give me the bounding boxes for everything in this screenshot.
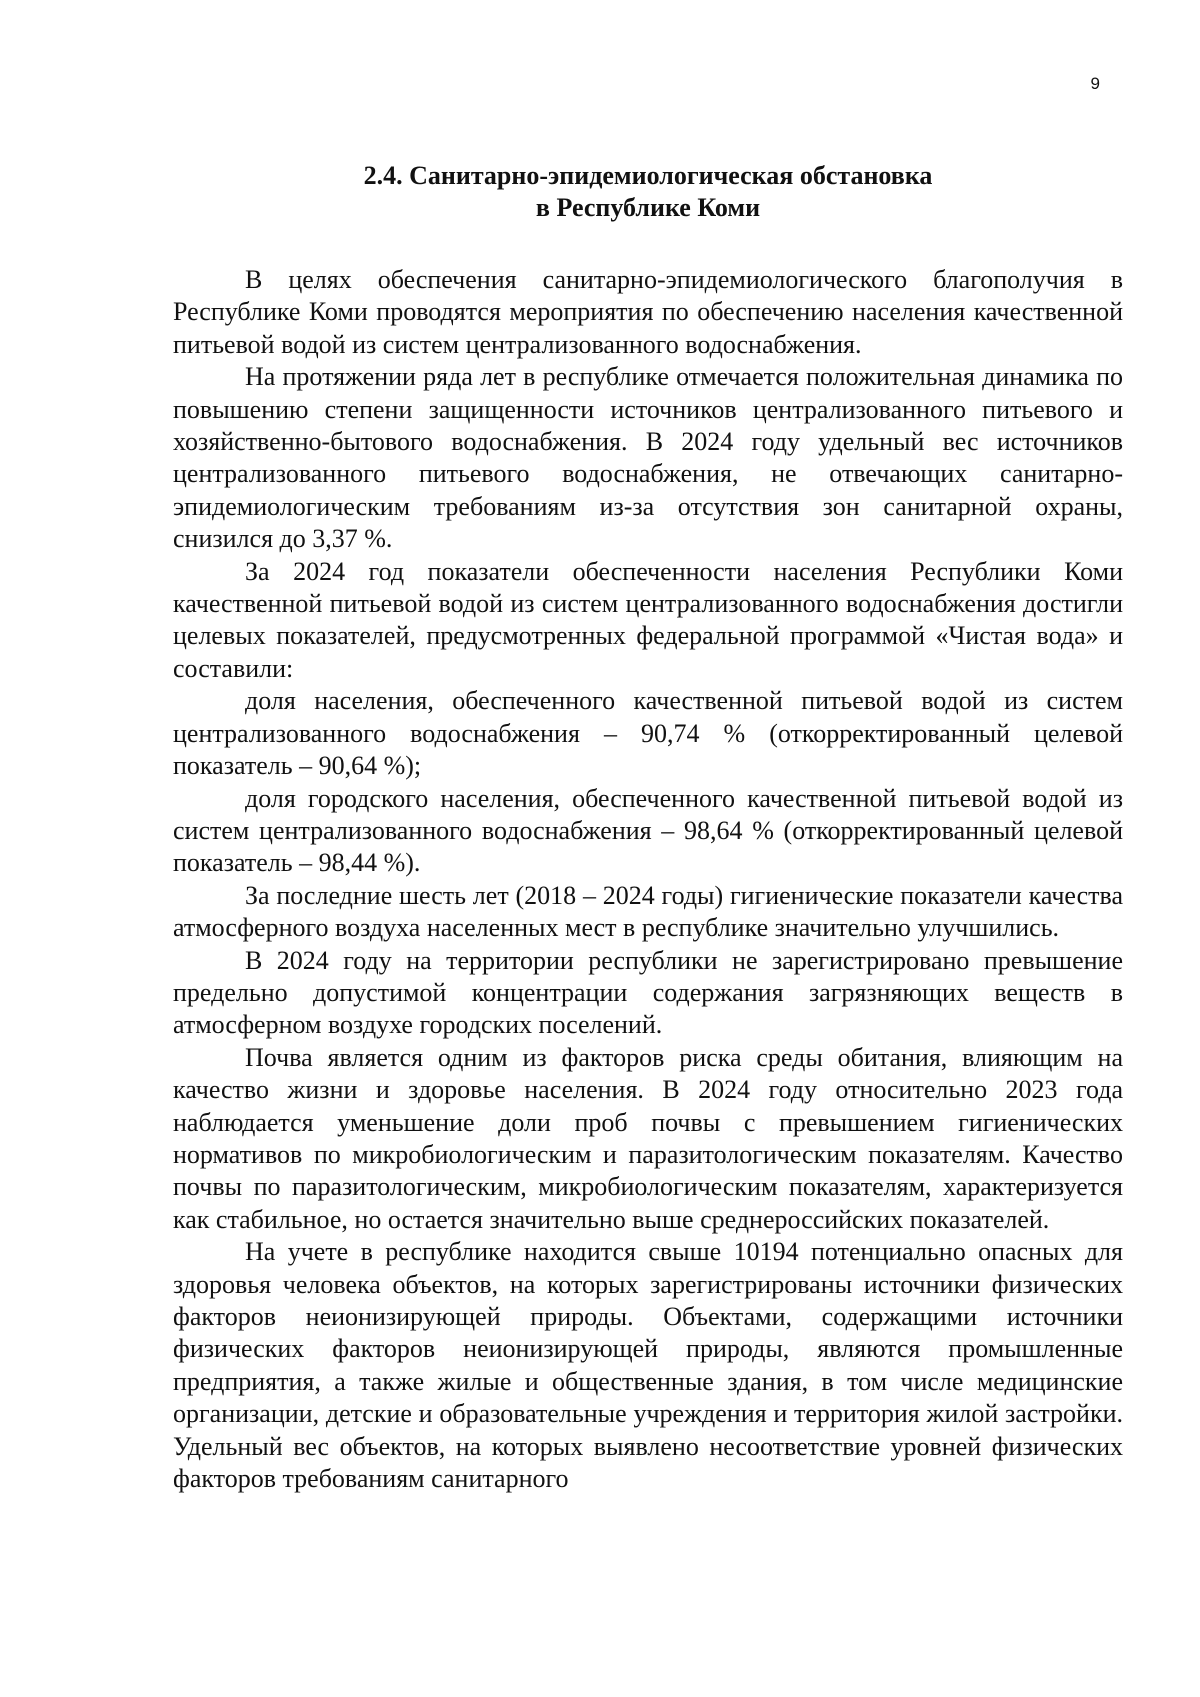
section-title-line-1: 2.4. Санитарно-эпидемиологическая обстановка — [363, 161, 933, 190]
section-title — [173, 160, 1123, 224]
paragraph: За последние шесть лет (2018 – 2024 годы) гигиенические показатели качества атмосферного воздуха населенных мест в республике значительно улучшились. — [173, 880, 1123, 943]
paragraph: В 2024 году на территории республики не зарегистрировано превышение предельно допустимой концентрации содержания загрязняющих веществ в атмосферном воздухе городских поселений. — [173, 945, 1123, 1040]
paragraph: За 2024 год показатели обеспеченности населения Республики Коми качественной питьевой водой из систем централизованного водоснабжения достигли целевых показателей, предусмотренных федеральной программой «Чистая вода» и составили: — [173, 556, 1123, 683]
paragraph: На протяжении ряда лет в республике отмечается положительная динамика по повышению степени защищенности источников централизованного питьевого и хозяйственно-бытового водоснабжения. В 2024 году удельный вес источников централизованного питьевого водоснабжения, не отвечающих санитарно-эпидемиологическим требованиям из-за отсутствия зон санитарной охраны, снизился до 3,37 %. — [173, 362, 1123, 554]
page-number: 9 — [1090, 74, 1100, 93]
paragraph: Почва является одним из факторов риска среды обитания, влияющим на качество жизни и здоровье населения. В 2024 году относительно 2023 года наблюдается уменьшение доли проб почвы с превышением гигиенических нормативов по микробиологическим и паразитологическим показателям. Качество почвы по паразитологическим, микробиологическим показателям, характеризуется как стабильное, но остается значительно выше среднероссийских показателей. — [173, 1042, 1123, 1234]
paragraph: В целях обеспечения санитарно-эпидемиологического благополучия в Республике Коми проводятся мероприятия по обеспечению населения качественной питьевой водой из систем централизованного водоснабжения. — [173, 265, 1123, 359]
paragraph: доля населения, обеспеченного качественной питьевой водой из систем централизованного водоснабжения – 90,74 % (откорректированный целевой показатель – 90,64 %); — [173, 686, 1123, 781]
body-text — [173, 264, 1123, 1495]
paragraph: На учете в республике находится свыше 10194 потенциально опасных для здоровья человека объектов, на которых зарегистрированы источники физических факторов неионизирующей природы. Объектами, содержащими источники физических факторов неионизирующей природы, являются промышленные предприятия, а также жилые и общественные здания, в том числе медицинские организации, детские и образовательные учреждения и территория жилой застройки. Удельный вес объектов, на которых выявлено несоответствие уровней физических факторов требованиям санитарного — [173, 1237, 1123, 1494]
section-title-line-2: в Республике Коми — [535, 193, 761, 222]
paragraph: доля городского населения, обеспеченного качественной питьевой водой из систем централизованного водоснабжения – 98,64 % (откорректированный целевой показатель – 98,44 %). — [173, 783, 1123, 878]
